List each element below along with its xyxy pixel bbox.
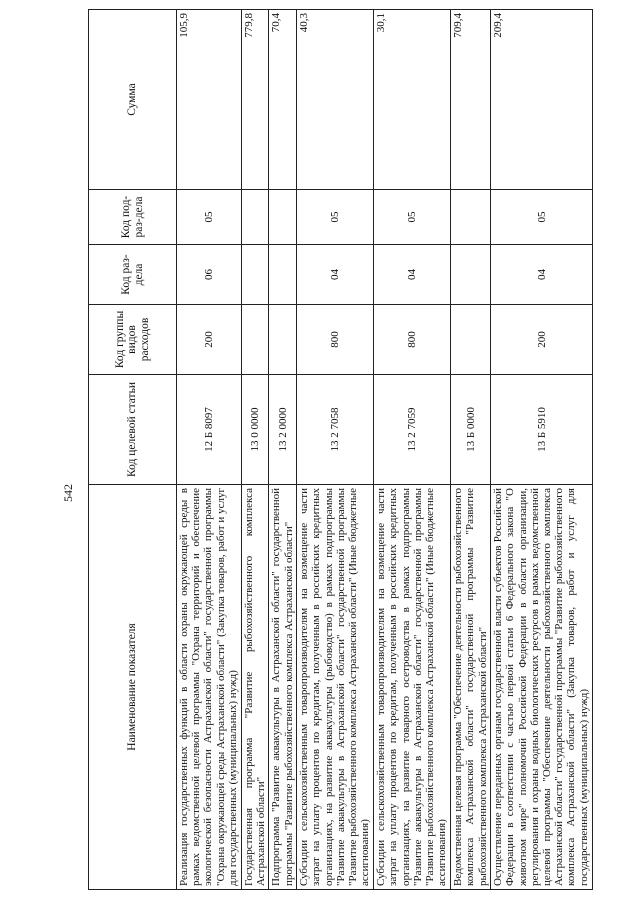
header-name: Наименование показателя [89, 485, 177, 890]
row-sum: 40,3 [297, 10, 374, 190]
row-target-code: 13 2 7059 [374, 375, 451, 485]
row-subsection [269, 190, 297, 245]
page-number: 542 [61, 484, 75, 502]
row-sum: 779,8 [241, 10, 269, 190]
row-target-code: 13 Б 5910 [491, 375, 593, 485]
row-expense-type: 200 [491, 305, 593, 375]
row-expense-type: 800 [297, 305, 374, 375]
row-name: Ведомственная целевая программа "Обеспечение деятельности рыбохозяйственного комплекса Астраханской области" государственной программы "Развитие рыбохозяйственного комплекса Астраханской области" [451, 485, 491, 890]
row-section: 06 [177, 245, 242, 305]
row-name: Осуществление переданных органам государственной власти субъектов Российской Федерации в соответствии с частью первой статьи 6 Федерального закона "О животном мире" полномочий Российской Федерации в области организации, регулирования и охраны водных биологических ресурсов в рамках ведомственной целевой программы "Обеспечение деятельности рыбохозяйственного комплекса Астраханской области" государственной программы "Развитие рыбохозяйственного комплекса Астраханской области" (Закупка товаров, работ и услуг для государственных (муниципальных) нужд) [491, 485, 593, 890]
table-row [269, 10, 297, 890]
table-header-row [89, 10, 177, 890]
header-section: Код раз-дела [89, 245, 177, 305]
row-section [269, 245, 297, 305]
budget-table [88, 9, 593, 890]
row-section: 04 [491, 245, 593, 305]
row-expense-type [269, 305, 297, 375]
table-row [297, 10, 374, 890]
row-subsection: 05 [177, 190, 242, 245]
table-row [374, 10, 451, 890]
row-expense-type [241, 305, 269, 375]
row-name: Реализация государственных функций в области охраны окружающей среды в рамках ведомственной целевой программы "Охрана территорий и обеспечение экологической безопасности Астраханской области" государственной программы "Охрана окружающей среды Астраханской области" (Закупка товаров, работ и услуг для государственных (муниципальных) нужд) [177, 485, 242, 890]
row-sum: 105,9 [177, 10, 242, 190]
row-section: 04 [374, 245, 451, 305]
row-name: Подпрограмма "Развитие аквакультуры в Астраханской области" государственной программы "Развитие рыбохозяйственного комплекса Астраханской области" [269, 485, 297, 890]
row-subsection: 05 [297, 190, 374, 245]
table-row [241, 10, 269, 890]
row-section [451, 245, 491, 305]
rotated-table-frame [88, 10, 593, 890]
row-expense-type [451, 305, 491, 375]
row-target-code: 13 2 0000 [269, 375, 297, 485]
row-sum: 209,4 [491, 10, 593, 190]
row-expense-type: 800 [374, 305, 451, 375]
table-row [451, 10, 491, 890]
row-subsection: 05 [491, 190, 593, 245]
row-section [241, 245, 269, 305]
row-target-code: 13 2 7058 [297, 375, 374, 485]
header-target-code: Код целевой статьи [89, 375, 177, 485]
header-sum: Сумма [89, 10, 177, 190]
row-name: Государственная программа "Развитие рыбохозяйственного комплекса Астраханской области" [241, 485, 269, 890]
row-subsection [241, 190, 269, 245]
row-sum: 30,1 [374, 10, 451, 190]
row-name: Субсидии сельскохозяйственным товаропроизводителям на возмещение части затрат на уплату процентов по кредитам, полученным в российских кредитных организациях, на развитие товарного осетроводства в рамках подпрограммы "Развитие аквакультуры в Астраханской области" государственной программы "Развитие рыбохозяйственного комплекса Астраханской области" (Иные бюджетные ассигнования) [374, 485, 451, 890]
table-row [491, 10, 593, 890]
row-target-code: 12 Б 8097 [177, 375, 242, 485]
row-expense-type: 200 [177, 305, 242, 375]
row-sum: 70,4 [269, 10, 297, 190]
header-expense-type: Код группы видов расходов [89, 305, 177, 375]
header-subsection: Код под-раз-дела [89, 190, 177, 245]
row-subsection [451, 190, 491, 245]
row-target-code: 13 Б 0000 [451, 375, 491, 485]
row-name: Субсидии сельскохозяйственным товаропроизводителям на возмещение части затрат на уплату процентов по кредитам, полученным в российских кредитных организациях, на развитие аквакультуры (рыбоводство) в рамках подпрограммы "Развитие аквакультуры в Астраханской области" государственной программы "Развитие рыбохозяйственного комплекса Астраханской области" (Иные бюджетные ассигнования) [297, 485, 374, 890]
row-target-code: 13 0 0000 [241, 375, 269, 485]
table-row [177, 10, 242, 890]
row-subsection: 05 [374, 190, 451, 245]
row-sum: 709,4 [451, 10, 491, 190]
row-section: 04 [297, 245, 374, 305]
